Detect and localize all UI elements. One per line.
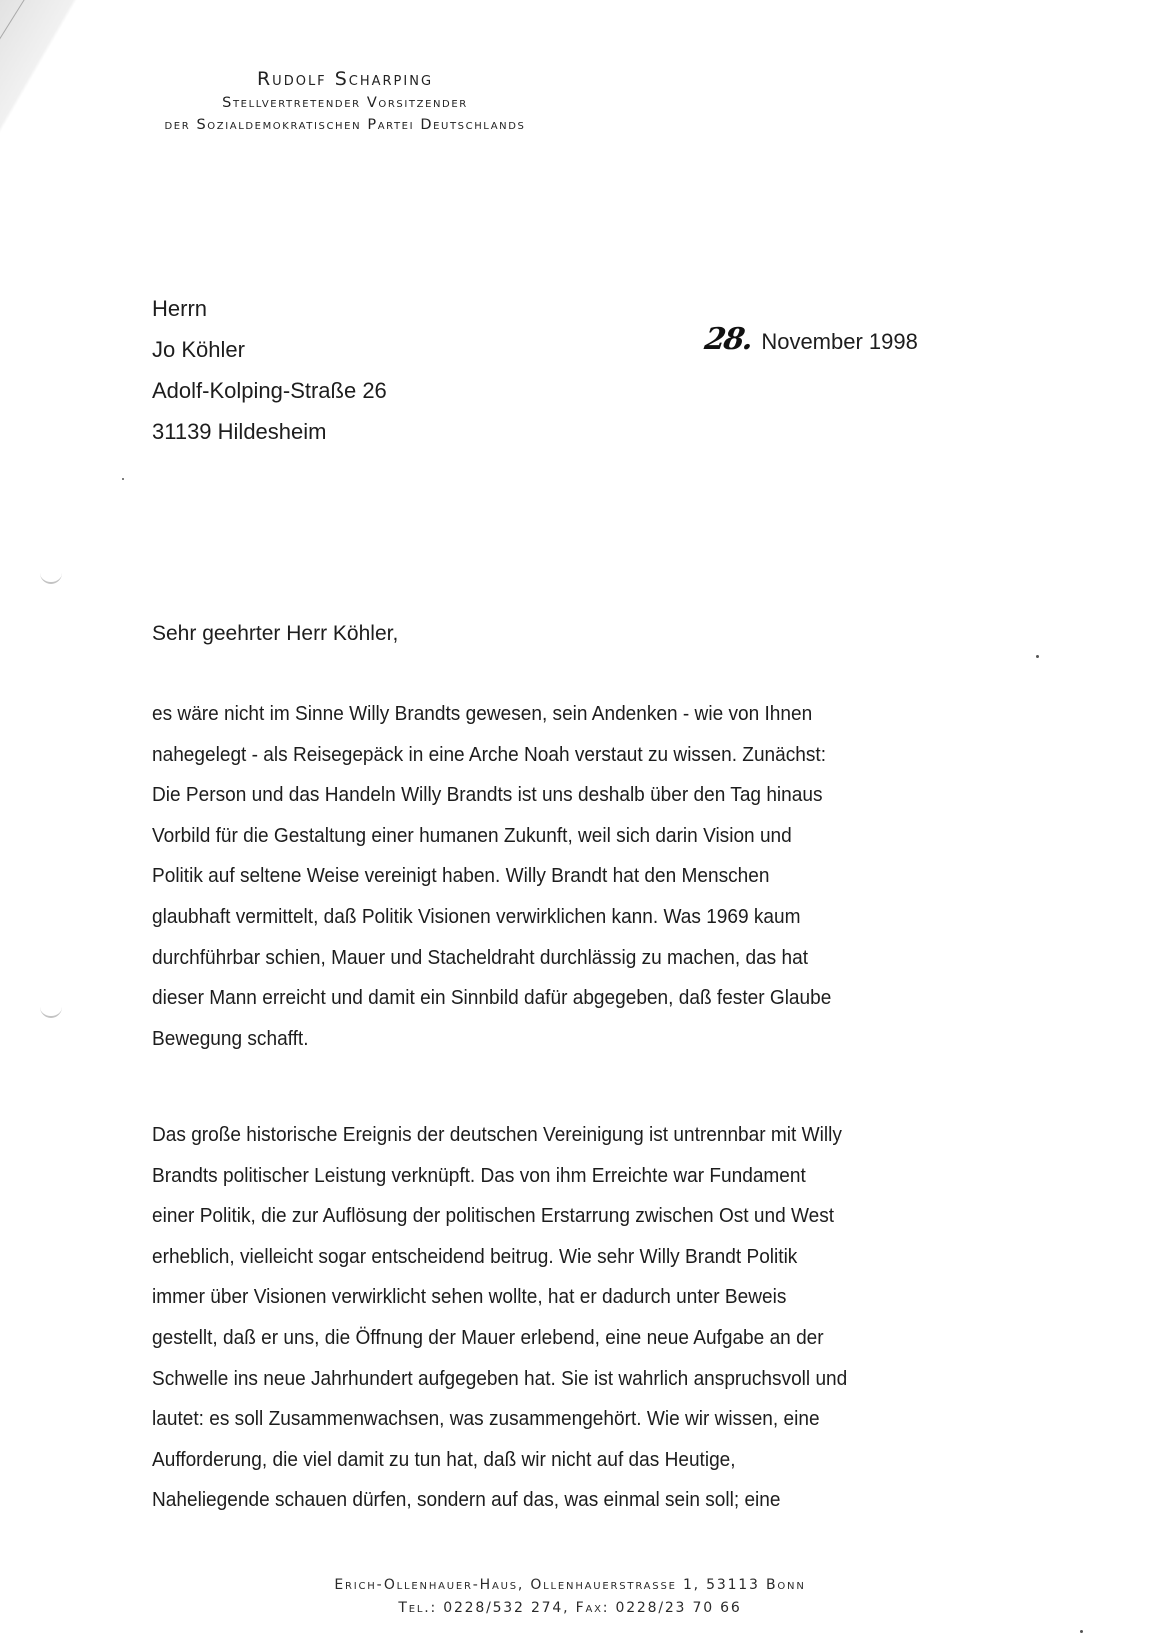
body-line: Schwelle ins neue Jahrhundert aufgegeben hat. Sie ist wahrlich anspruchsvoll und <box>152 1366 848 1390</box>
date-month-year: November 1998 <box>761 329 918 354</box>
letterhead <box>80 66 610 136</box>
letter-date <box>702 322 918 357</box>
body-line: nahegelegt - als Reisegepäck in eine Arche Noah verstaut zu wissen. Zunächst: <box>152 742 827 766</box>
recipient-street: Adolf-Kolping-Straße 26 <box>152 378 387 403</box>
body-line: Die Person und das Handeln Willy Brandts ist uns deshalb über den Tag hinaus <box>152 783 823 807</box>
recipient-name: Jo Köhler <box>152 337 245 362</box>
body-line: lautet: es soll Zusammenwachsen, was zusammengehört. Wie wir wissen, eine <box>152 1407 820 1431</box>
hole-punch-mark <box>40 1002 62 1018</box>
body-line: Brandts politischer Leistung verknüpft. Das von ihm Erreichte war Fundament <box>152 1163 806 1187</box>
footer-contact: Tel.: 0228/532 274, Fax: 0228/23 70 66 <box>398 1600 742 1616</box>
body-line: es wäre nicht im Sinne Willy Brandts gewesen, sein Andenken - wie von Ihnen <box>152 702 813 725</box>
recipient-city: 31139 Hildesheim <box>152 419 327 444</box>
salutation: Sehr geehrter Herr Köhler, <box>152 622 399 645</box>
letterhead-title-line1: Stellvertretender Vorsitzender <box>222 95 468 111</box>
body-line: Das große historische Ereignis der deutschen Vereinigung ist untrennbar mit Willy <box>152 1123 842 1146</box>
body-line: gestellt, daß er uns, die Öffnung der Mauer erlebend, eine neue Aufgabe an der <box>152 1325 824 1349</box>
body-line: Aufforderung, die viel damit zu tun hat, daß wir nicht auf das Heutige, <box>152 1447 736 1471</box>
body-line: Bewegung schafft. <box>152 1026 309 1050</box>
paper-speck <box>1036 655 1039 658</box>
body-line: einer Politik, die zur Auflösung der politischen Erstarrung zwischen Ost und West <box>152 1204 835 1228</box>
hole-punch-mark <box>40 568 62 584</box>
body-line: dieser Mann erreicht und damit ein Sinnbild dafür abgegeben, daß fester Glaube <box>152 986 832 1010</box>
recipient-address <box>152 288 387 452</box>
body-line: durchführbar schien, Mauer und Stacheldraht durchlässig zu machen, das hat <box>152 945 809 969</box>
footer-address: Erich-Ollenhauer-Haus, Ollenhauerstrasse 1, 53113 Bonn <box>334 1577 806 1593</box>
body-line: erheblich, vielleicht sogar entscheidend beitrug. Wie sehr Willy Brandt Politik <box>152 1244 798 1268</box>
body-paragraph-2 <box>152 1115 1032 1521</box>
body-line: Naheliegende schauen dürfen, sondern auf das, was einmal sein soll; eine <box>152 1488 781 1512</box>
recipient-prefix: Herrn <box>152 296 208 321</box>
body-line: Vorbild für die Gestaltung einer humanen Zukunft, weil sich darin Vision und <box>152 823 792 847</box>
letterhead-title-line2: der Sozialdemokratischen Partei Deutschlands <box>164 117 526 133</box>
handwritten-day: 28. <box>702 322 754 357</box>
letter-footer <box>270 1574 870 1620</box>
letterhead-name: Rudolf Scharping <box>256 68 434 90</box>
body-paragraph-1 <box>152 694 1032 1059</box>
paper-speck <box>1080 1630 1083 1633</box>
body-line: immer über Visionen verwirklicht sehen wollte, hat er dadurch unter Beweis <box>152 1285 787 1309</box>
body-line: Politik auf seltene Weise vereinigt haben. Willy Brandt hat den Menschen <box>152 864 770 888</box>
body-line: glaubhaft vermittelt, daß Politik Visionen verwirklichen kann. Was 1969 kaum <box>152 904 801 928</box>
paper-speck <box>122 478 124 480</box>
